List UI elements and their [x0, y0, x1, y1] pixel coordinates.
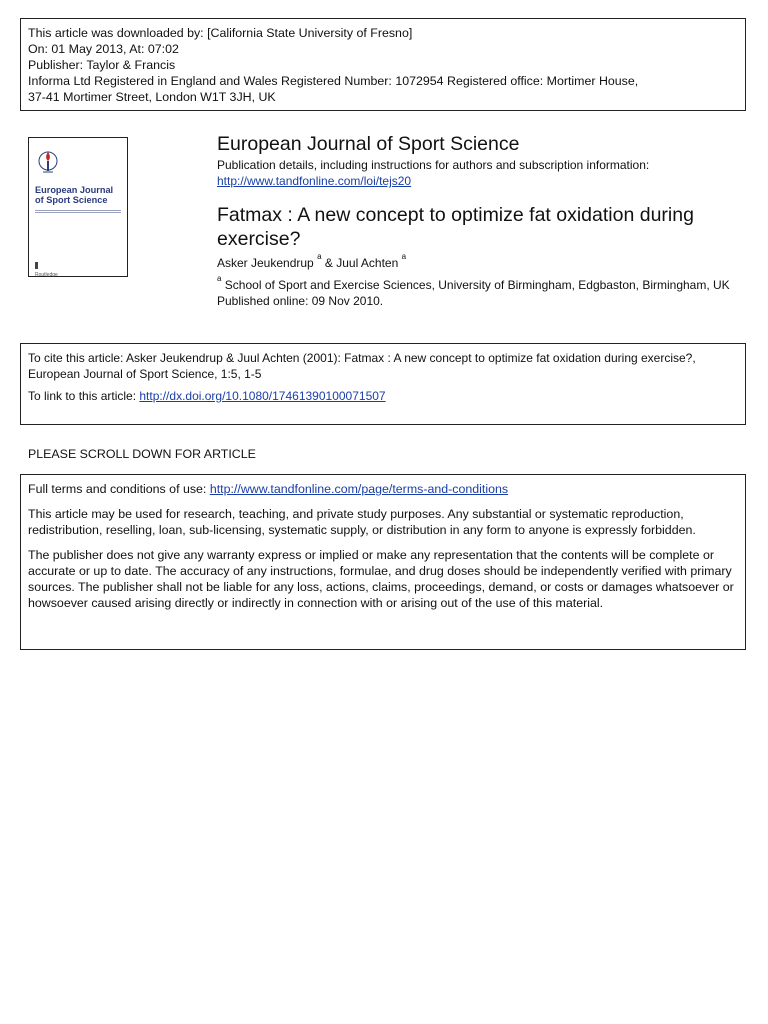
affiliation-mark: a	[317, 252, 322, 261]
terms-line	[28, 481, 738, 497]
citation-text: To cite this article: Asker Jeukendrup & Juul Achten (2001): Fatmax : A new concept to optimize fat oxidation during exercise?, European Journal of Sport Science, 1:5, 1-5	[28, 351, 696, 381]
citation-box	[20, 343, 746, 425]
terms-box	[20, 474, 746, 650]
article-title: Fatmax : A new concept to optimize fat oxidation during exercise?	[217, 204, 694, 250]
download-notice-box	[20, 18, 746, 111]
link-label: To link to this article:	[28, 389, 140, 403]
terms-url-link[interactable]: http://www.tandfonline.com/page/terms-and-conditions	[209, 482, 509, 496]
affiliation-mark: a	[401, 252, 407, 261]
publication-details: Publication details, including instructions for authors and subscription information:	[217, 158, 650, 172]
affiliation-mark: a	[217, 274, 222, 283]
doi-link[interactable]: http://dx.doi.org/10.1080/17461390100071507	[139, 389, 386, 403]
cover-subtitle-rule	[35, 210, 121, 213]
download-notice-line: This article was downloaded by: [California State University of Fresno]	[28, 26, 413, 40]
journal-url-link[interactable]: http://www.tandfonline.com/loi/tejs20	[217, 174, 412, 188]
journal-cover-image	[28, 137, 128, 277]
author-list	[217, 252, 747, 271]
download-notice-line: 37-41 Mortimer Street, London W1T 3JH, UK	[28, 90, 276, 104]
author-name: Asker Jeukendrup	[217, 256, 314, 270]
download-notice-line: On: 01 May 2013, At: 07:02	[28, 42, 179, 56]
published-date: Published online: 09 Nov 2010.	[217, 294, 384, 308]
article-link-line	[28, 388, 738, 404]
author-separator: &	[324, 256, 337, 270]
disclaimer-paragraph: The publisher does not give any warranty express or implied or make any representation that the contents will be complete or accurate or up to date. The accuracy of any instructions, formulae, and drug doses should be independently verified with primary sources. The publisher shall not be liable for any loss, actions, claims, proceedings, demand, or costs or damages whatsoever or howsoever caused arising directly or indirectly in connection with or arising out of the use of this material.	[28, 548, 734, 610]
terms-label: Full terms and conditions of use:	[28, 482, 210, 496]
download-notice-line: Publisher: Taylor & Francis	[28, 58, 176, 72]
terms-paragraph: This article may be used for research, teaching, and private study purposes. Any substantial or systematic reproduction, redistribution, reselling, loan, sub-licensing, systematic supply, or distribution in any form to anyone is expressly forbidden.	[28, 507, 696, 537]
journal-title: European Journal of Sport Science	[217, 133, 520, 155]
publisher-logo: Routledge	[35, 262, 61, 271]
affiliation	[217, 274, 737, 293]
author-name: Juul Achten	[336, 256, 399, 270]
torch-emblem-icon	[37, 148, 59, 178]
download-notice-line: Informa Ltd Registered in England and Wales Registered Number: 1072954 Registered office: Mortimer House,	[28, 74, 639, 88]
affiliation-text: School of Sport and Exercise Sciences, University of Birmingham, Edgbaston, Birmingham, UK	[224, 278, 730, 292]
cover-title: European Journal of Sport Science	[35, 185, 114, 205]
scroll-down-notice: PLEASE SCROLL DOWN FOR ARTICLE	[28, 447, 256, 461]
article-header	[217, 132, 747, 309]
